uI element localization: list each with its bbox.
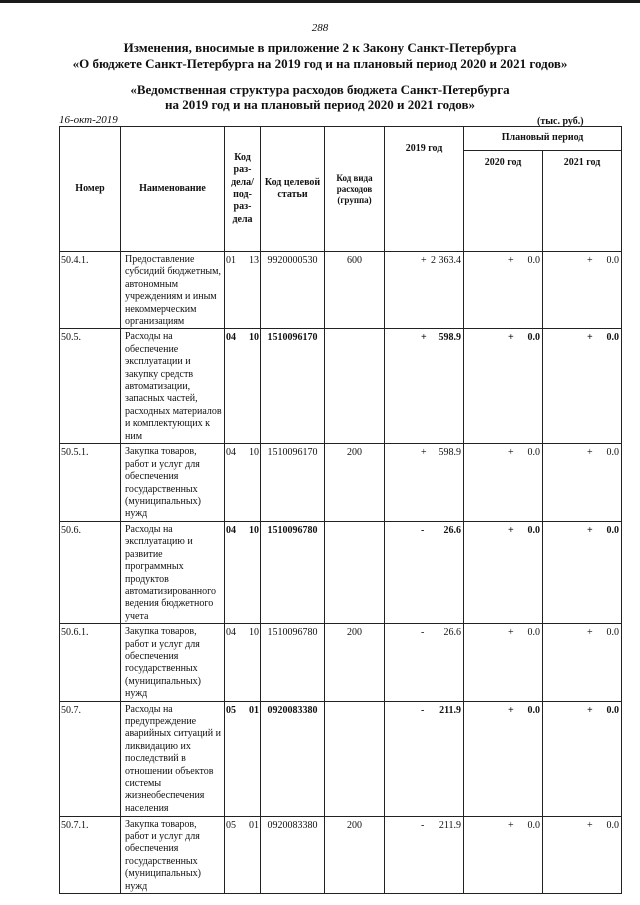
row-section-code: 04 [225,521,243,623]
header-name: Наименование [121,127,225,252]
row-name: Закупка товаров, работ и услуг для обеспечения государственных (муниципальных) нужд [121,816,225,893]
row-amount-2019 [385,816,464,893]
amount-sign: + [587,447,593,459]
row-expense-type: 200 [325,444,385,521]
row-name: Расходы на предупреждение аварийных ситуаций и ликвидацию их последствий в отношении объектов системы жизнеобеспечения населения [121,701,225,816]
amount-sign: + [508,524,514,536]
header-2019: 2019 год [385,127,464,252]
row-number: 50.7. [60,701,121,816]
row-expense-type [325,329,385,444]
amount-sign: + [508,627,514,639]
row-amount-2019 [385,329,464,444]
document-subtitle-line-2: на 2019 год и на плановый период 2020 и 2021 годов» [164,97,475,112]
amount-sign: + [587,819,593,831]
amount-sign: + [421,332,427,344]
row-expense-type: 600 [325,252,385,329]
amount-sign: + [508,819,514,831]
row-subsection-code: 10 [243,521,261,623]
row-amount-2020 [464,252,543,329]
amount-value: 26.6 [443,524,462,536]
amount-value: 211.9 [439,704,462,716]
amount-value: 0.0 [606,704,620,716]
row-section-code: 04 [225,624,243,701]
row-amount-2021 [543,816,622,893]
amount-value: 0.0 [606,627,620,639]
row-amount-2021 [543,701,622,816]
amount-value: 0.0 [527,524,541,536]
row-target-code: 0920083380 [261,816,325,893]
row-amount-2019 [385,252,464,329]
header-2021: 2021 год [543,151,622,252]
row-expense-type [325,701,385,816]
amount-sign: + [587,524,593,536]
table-row [60,701,622,816]
amount-sign: + [587,704,593,716]
amount-sign: + [587,332,593,344]
amount-value: 0.0 [527,255,541,266]
row-number: 50.5. [60,329,121,444]
table-body [60,252,622,894]
row-amount-2020 [464,816,543,893]
amount-value: 0.0 [606,819,620,831]
row-subsection-code: 01 [243,701,261,816]
row-amount-2021 [543,329,622,444]
amount-sign: - [421,819,425,831]
row-amount-2020 [464,444,543,521]
row-expense-type [325,521,385,623]
amount-value: 0.0 [527,819,541,831]
row-name: Закупка товаров, работ и услуг для обеспечения государственных (муниципальных) нужд [121,444,225,521]
amount-value: 598.9 [438,332,462,344]
row-expense-type: 200 [325,624,385,701]
row-target-code: 0920083380 [261,701,325,816]
document-title-line-2: «О бюджете Санкт-Петербурга на 2019 год и на плановый период 2020 и 2021 годов» [72,56,568,71]
row-amount-2020 [464,329,543,444]
row-section-code: 04 [225,329,243,444]
table-row [60,521,622,623]
amount-sign: + [587,627,593,639]
amount-sign: + [421,447,427,459]
row-number: 50.7.1. [60,816,121,893]
scan-top-border [0,0,640,3]
row-amount-2020 [464,624,543,701]
row-subsection-code: 10 [243,329,261,444]
amount-sign: + [508,332,514,344]
amount-sign: + [421,255,427,266]
header-2020: 2020 год [464,151,543,252]
amount-value: 0.0 [527,332,541,344]
table-row [60,816,622,893]
header-target-code: Код целевой статьи [261,127,325,252]
amount-sign: + [508,255,514,266]
amount-sign: - [421,627,425,639]
row-amount-2020 [464,521,543,623]
row-amount-2019 [385,624,464,701]
table-row [60,624,622,701]
amount-value: 0.0 [606,332,620,344]
amount-value: 0.0 [606,524,620,536]
row-amount-2021 [543,521,622,623]
amount-value: 0.0 [527,627,541,639]
amount-value: 598.9 [438,447,462,459]
row-amount-2021 [543,444,622,521]
amount-value: 0.0 [527,704,541,716]
row-amount-2021 [543,252,622,329]
row-amount-2019 [385,701,464,816]
document-title-line-1: Изменения, вносимые в приложение 2 к Закону Санкт-Петербурга [123,40,517,55]
row-number: 50.6. [60,521,121,623]
page-number: 288 [311,22,329,34]
row-subsection-code: 10 [243,624,261,701]
document-date: 16-окт-2019 [59,114,118,126]
amount-value: 0.0 [527,447,541,459]
row-expense-type: 200 [325,816,385,893]
header-expense-type-code: Код вида расходов (группа) [325,127,385,252]
amount-value: 2 363.4 [431,255,462,266]
row-name: Предоставление субсидий бюджетным, автономным учреждениям и иным некоммерческим организациям [121,252,225,329]
header-section-code: Код раз-дела/ под-раз-дела [225,127,261,252]
row-amount-2019 [385,521,464,623]
table-row [60,329,622,444]
row-target-code: 9920000530 [261,252,325,329]
header-planned-period: Плановый период [464,127,622,151]
amount-value: 26.6 [443,627,462,639]
row-subsection-code: 13 [243,252,261,329]
amount-sign: - [421,524,425,536]
amount-sign: + [508,704,514,716]
row-section-code: 05 [225,701,243,816]
amount-value: 0.0 [606,255,620,266]
row-section-code: 01 [225,252,243,329]
row-number: 50.6.1. [60,624,121,701]
row-subsection-code: 01 [243,816,261,893]
amount-sign: + [587,255,593,266]
units-label: (тыс. руб.) [537,116,584,127]
budget-table [59,126,622,894]
row-amount-2020 [464,701,543,816]
row-amount-2019 [385,444,464,521]
row-amount-2021 [543,624,622,701]
row-section-code: 04 [225,444,243,521]
header-number: Номер [60,127,121,252]
row-target-code: 1510096780 [261,624,325,701]
row-number: 50.4.1. [60,252,121,329]
row-section-code: 05 [225,816,243,893]
row-name: Расходы на обеспечение эксплуатации и закупку средств автоматизации, запасных частей, расходных материалов и комплектующих к ним [121,329,225,444]
table-row [60,444,622,521]
row-target-code: 1510096170 [261,444,325,521]
table-row [60,252,622,329]
row-target-code: 1510096170 [261,329,325,444]
row-subsection-code: 10 [243,444,261,521]
row-target-code: 1510096780 [261,521,325,623]
row-name: Расходы на эксплуатацию и развитие программных продуктов автоматизированного ведения бюджетного учета [121,521,225,623]
document-subtitle-line-1: «Ведомственная структура расходов бюджета Санкт-Петербурга [130,82,510,97]
row-number: 50.5.1. [60,444,121,521]
amount-value: 211.9 [438,819,462,831]
amount-sign: - [421,704,425,716]
amount-value: 0.0 [606,447,620,459]
amount-sign: + [508,447,514,459]
row-name: Закупка товаров, работ и услуг для обеспечения государственных (муниципальных) нужд [121,624,225,701]
